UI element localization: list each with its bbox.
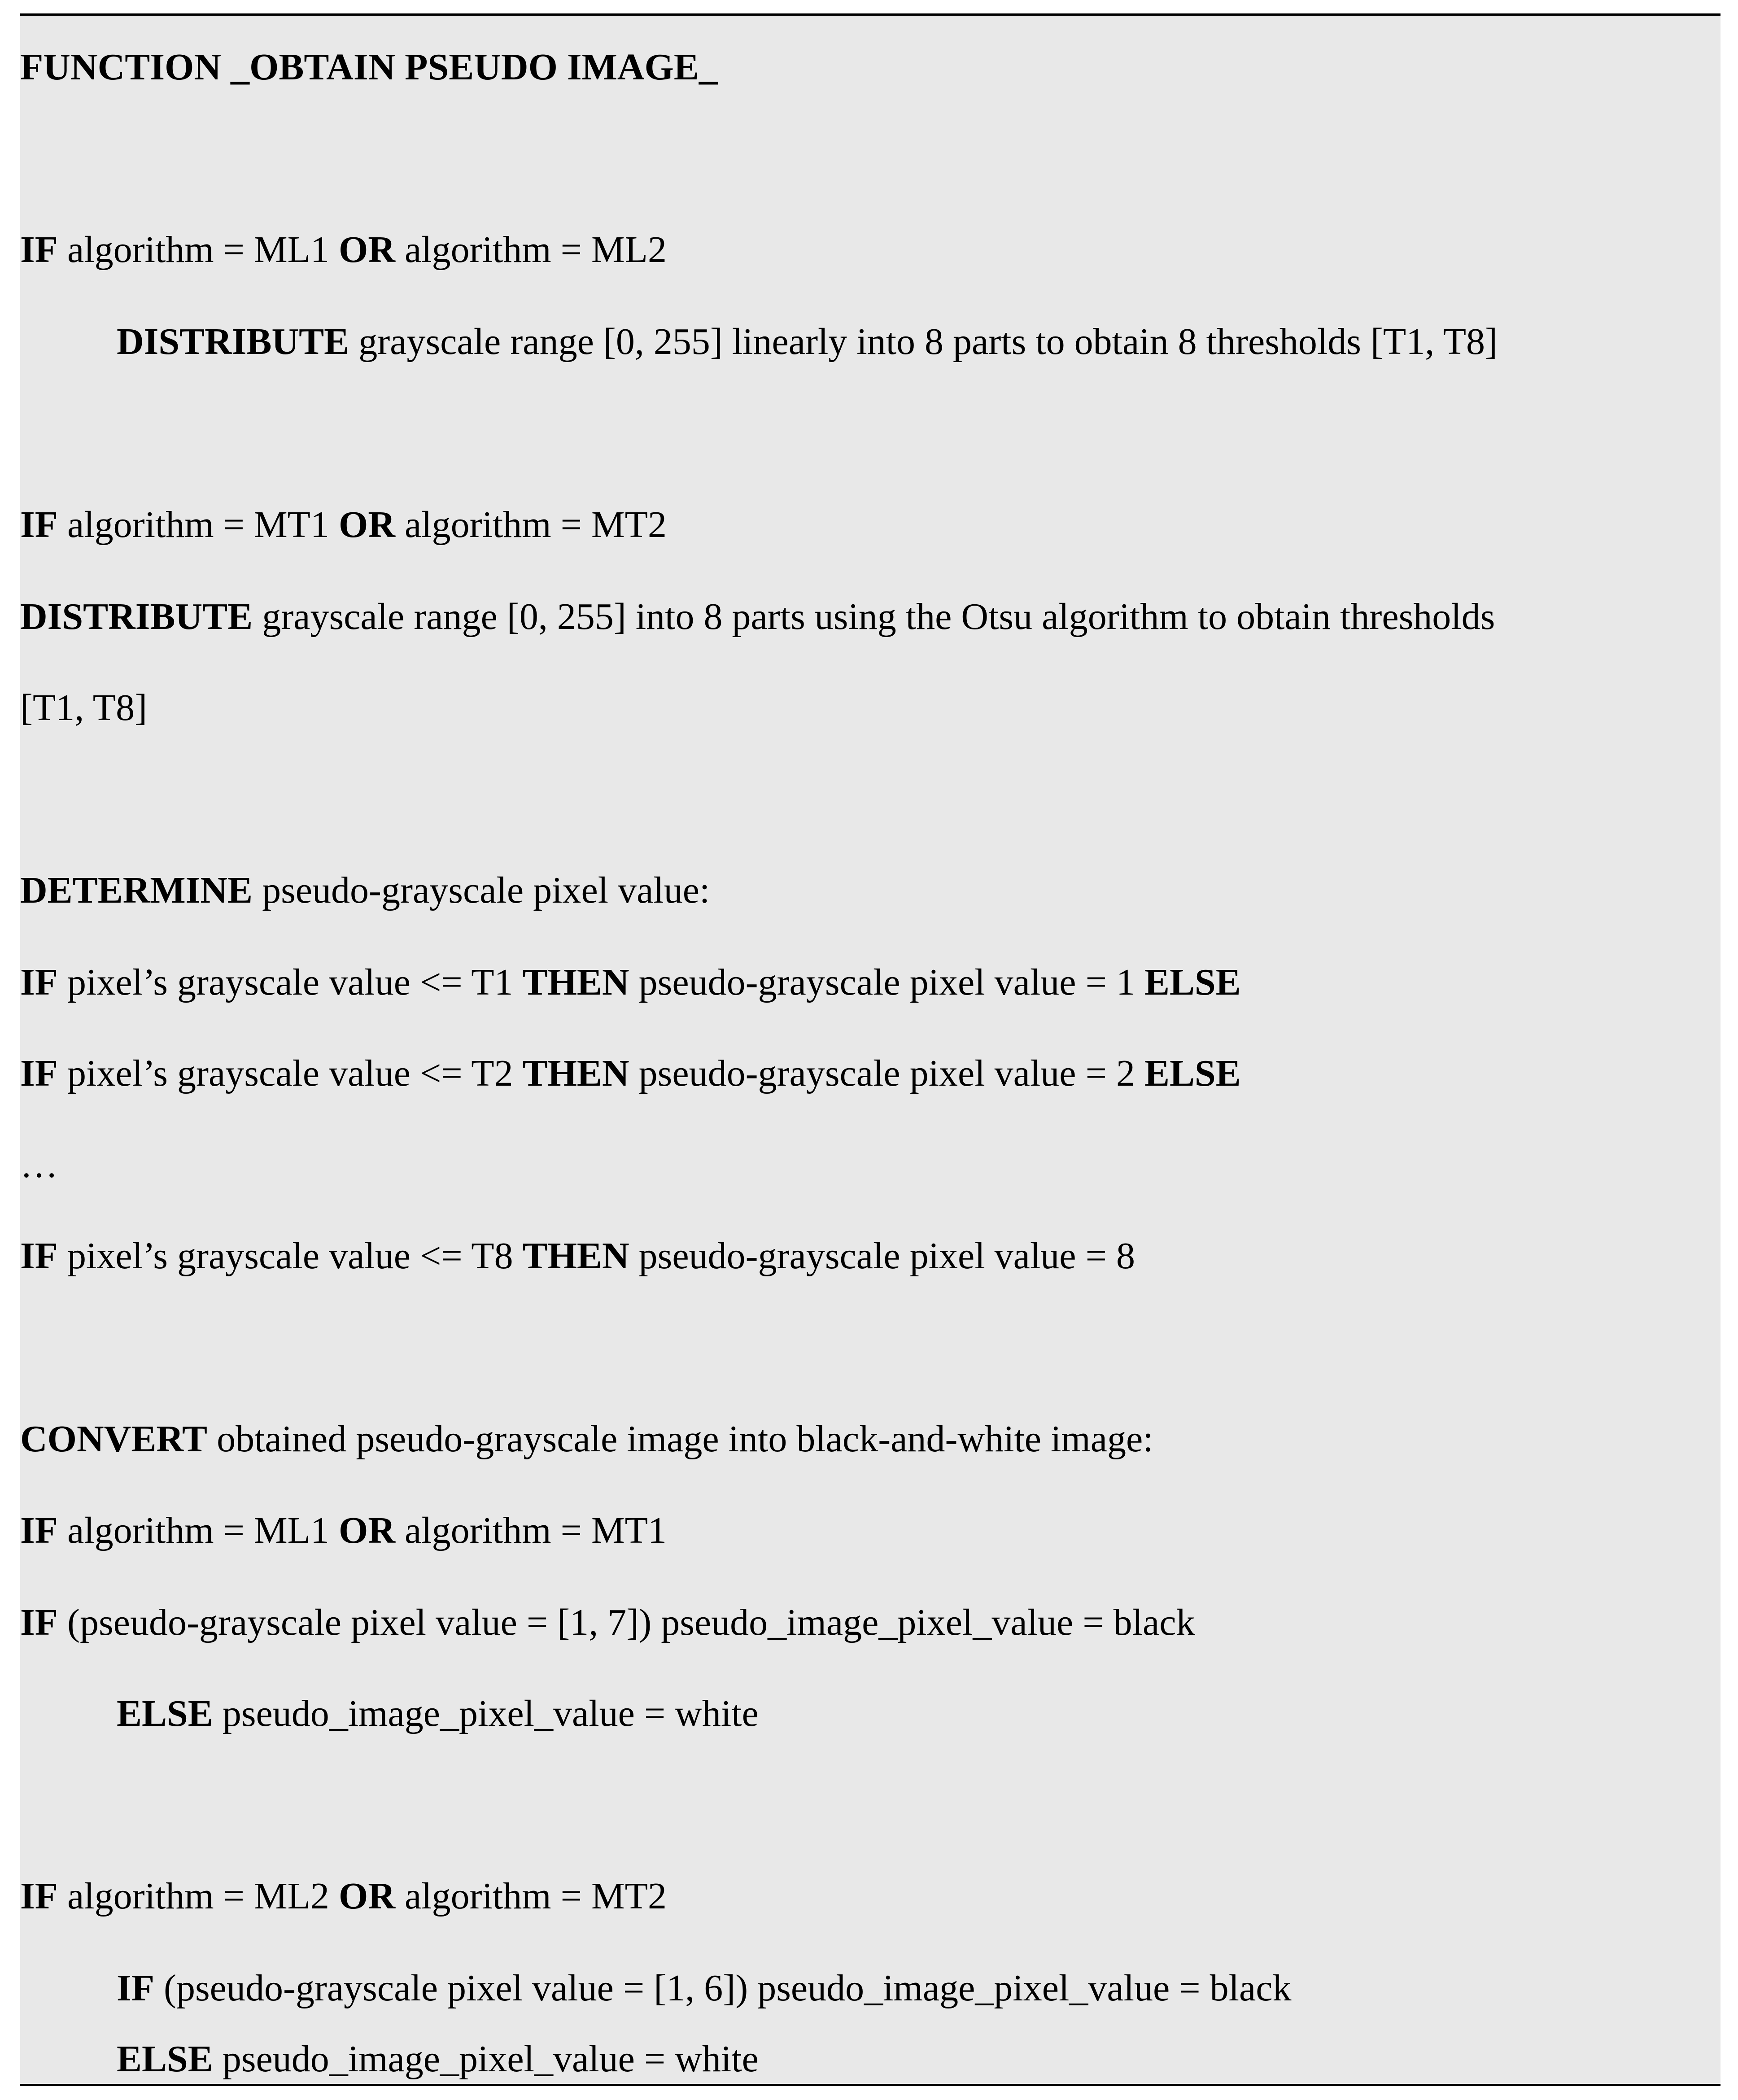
code-line [20, 502, 667, 547]
keyword: IF [20, 1510, 58, 1551]
code-text: pixel’s grayscale value <= T2 [58, 1052, 523, 1094]
code-text: … [20, 1144, 58, 1186]
code-line [20, 1051, 1241, 1096]
code-text: [T1, T8] [20, 687, 148, 729]
keyword: OR [338, 1875, 395, 1917]
keyword: IF [20, 1235, 58, 1277]
code-text: (pseudo-grayscale pixel value = [1, 7]) pseudo_image_pixel_value = black [58, 1602, 1195, 1643]
code-text: algorithm = MT2 [395, 1875, 667, 1917]
code-text: algorithm = ML1 [58, 1510, 339, 1551]
code-text: pseudo_image_pixel_value = white [213, 2038, 759, 2080]
keyword: IF [20, 229, 58, 271]
code-text: algorithm = MT1 [58, 504, 339, 546]
code-text: algorithm = MT2 [395, 504, 667, 546]
code-line [20, 1508, 667, 1553]
code-text: pseudo-grayscale pixel value = 2 [629, 1052, 1144, 1094]
keyword: DISTRIBUTE [117, 321, 349, 362]
code-line [20, 45, 718, 90]
keyword: THEN [522, 961, 629, 1003]
code-text: pixel’s grayscale value <= T1 [58, 961, 523, 1003]
code-text: pixel’s grayscale value <= T8 [58, 1235, 523, 1277]
code-line [20, 960, 1241, 1005]
code-text: (pseudo-grayscale pixel value = [1, 6]) pseudo_image_pixel_value = black [154, 1967, 1292, 2009]
keyword: ELSE [1144, 961, 1241, 1003]
keyword: DISTRIBUTE [20, 596, 253, 637]
code-text: pseudo-grayscale pixel value = 1 [629, 961, 1144, 1003]
code-line [20, 1417, 1153, 1462]
keyword: IF [20, 1875, 58, 1917]
keyword: ELSE [117, 2038, 213, 2080]
keyword: IF [20, 504, 58, 546]
code-text: grayscale range [0, 255] into 8 parts using the Otsu algorithm to obtain thresholds [253, 596, 1495, 637]
keyword: ELSE [1144, 1052, 1241, 1094]
code-line [20, 1600, 1195, 1645]
keyword: CONVERT [20, 1418, 208, 1460]
keyword: THEN [522, 1052, 629, 1094]
code-line [20, 685, 147, 730]
code-line [20, 1234, 1135, 1279]
code-text: pseudo-grayscale pixel value = 8 [629, 1235, 1135, 1277]
keyword: OR [338, 1510, 395, 1551]
code-text: pseudo_image_pixel_value = white [213, 1693, 759, 1734]
code-text: algorithm = ML1 [58, 229, 339, 271]
code-line [117, 2037, 759, 2082]
keyword: THEN [522, 1235, 629, 1277]
code-text: obtained pseudo-grayscale image into black-and-white image: [207, 1418, 1153, 1460]
keyword: IF [20, 1602, 58, 1643]
code-line [20, 868, 710, 913]
keyword: FUNCTION _OBTAIN PSEUDO IMAGE_ [20, 46, 718, 88]
keyword: IF [20, 961, 58, 1003]
code-text: algorithm = MT1 [395, 1510, 667, 1551]
keyword: OR [338, 504, 395, 546]
keyword: DETERMINE [20, 869, 253, 911]
code-line [20, 1874, 667, 1919]
code-line [20, 594, 1495, 639]
code-text: grayscale range [0, 255] linearly into 8 parts to obtain 8 thresholds [T1, T8] [349, 321, 1498, 362]
code-line [20, 1143, 58, 1188]
keyword: IF [20, 1052, 58, 1094]
code-line [117, 319, 1498, 364]
pseudocode-box [20, 13, 1721, 2086]
code-text: algorithm = ML2 [58, 1875, 339, 1917]
code-line [117, 1691, 759, 1736]
code-line [20, 227, 667, 272]
keyword: OR [338, 229, 395, 271]
code-line [117, 1966, 1292, 2011]
keyword: ELSE [117, 1693, 213, 1734]
code-text: pseudo-grayscale pixel value: [253, 869, 710, 911]
keyword: IF [117, 1967, 154, 2009]
code-text: algorithm = ML2 [395, 229, 667, 271]
